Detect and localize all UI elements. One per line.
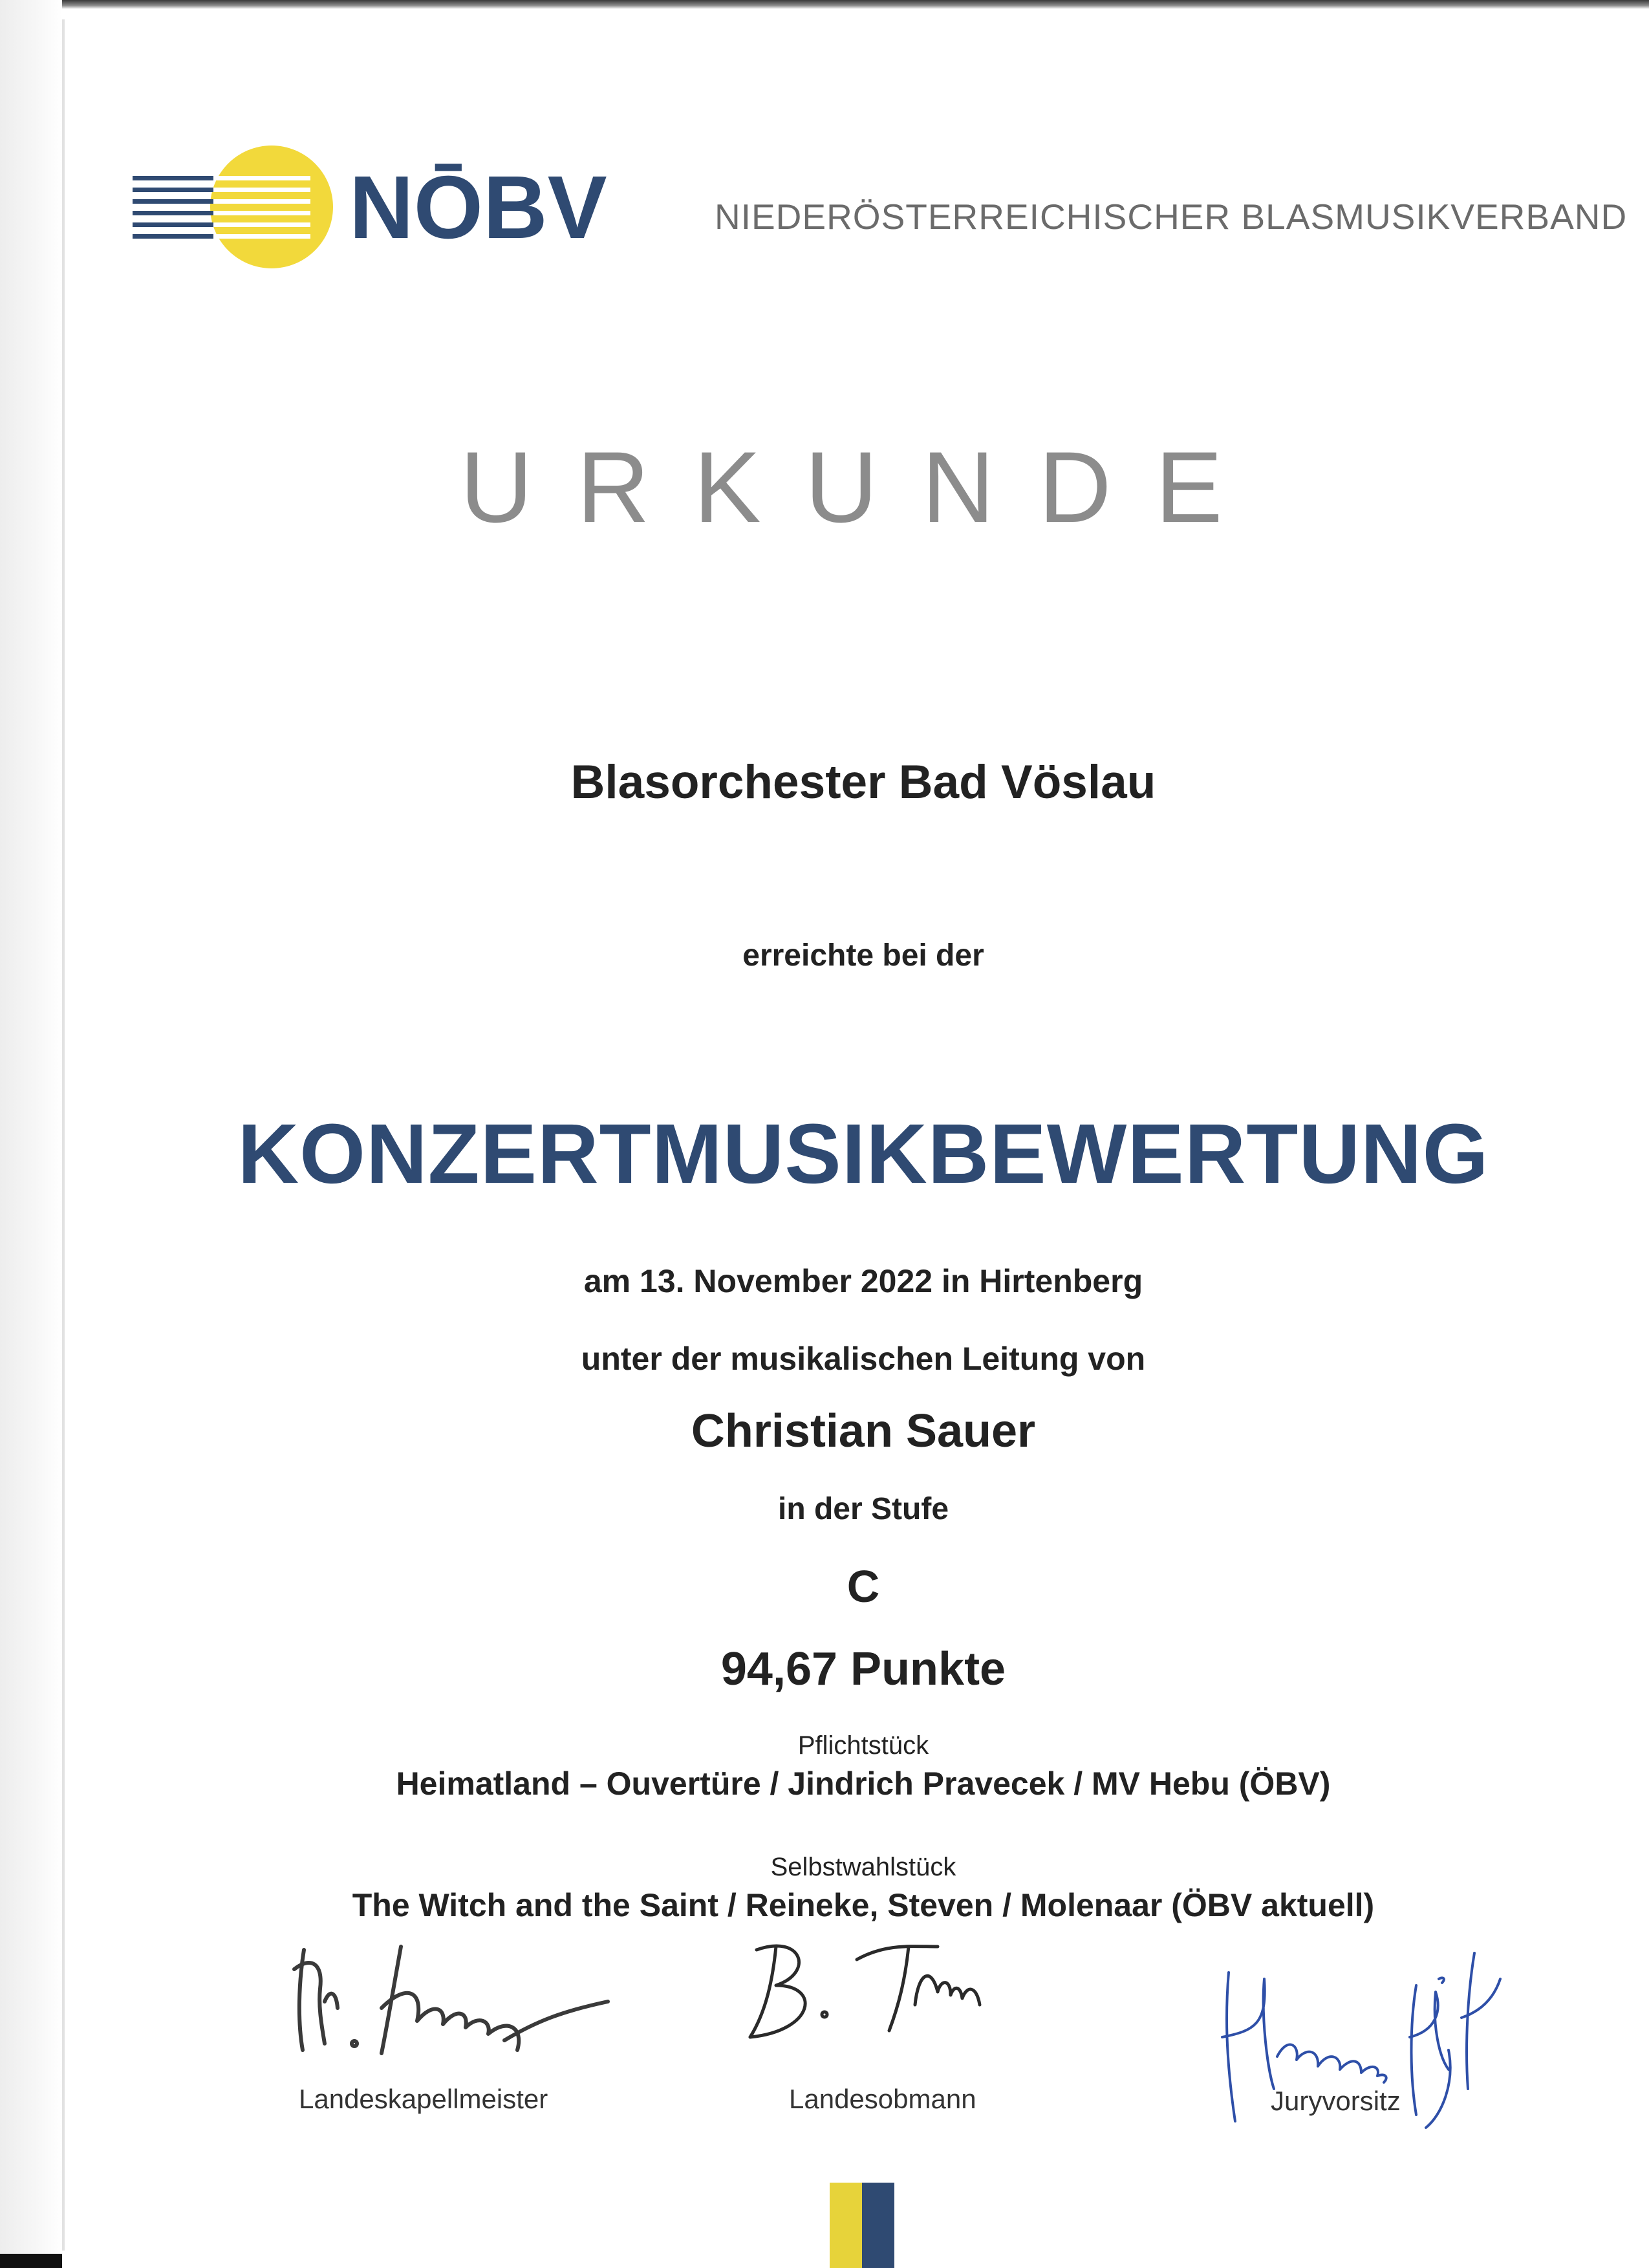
organization-name: NIEDERÖSTERREICHISCHER BLASMUSIKVERBAND <box>715 197 1628 237</box>
flag-yellow-stripe <box>830 2183 862 2268</box>
signature-landesobmann <box>744 1934 1015 2044</box>
event-name: KONZERTMUSIKBEWERTUNG <box>237 1106 1489 1201</box>
free-choice-piece: The Witch and the Saint / Reineke, Steven / Molenaar (ÖBV aktuell) <box>352 1887 1375 1923</box>
noebv-logo <box>133 142 637 272</box>
reached-text: erreichte bei der <box>742 938 984 973</box>
points-value: 94,67 Punkte <box>720 1643 1006 1695</box>
orchestra-name: Blasorchester Bad Vöslau <box>570 756 1156 808</box>
free-choice-label: Selbstwahlstück <box>770 1853 956 1881</box>
certificate-title: URKUNDE <box>460 431 1267 544</box>
footer-flag-mark <box>830 2183 894 2268</box>
flag-blue-stripe <box>862 2183 894 2268</box>
scan-edge-top <box>0 0 1649 9</box>
level-value: C <box>846 1561 880 1612</box>
signature-label-landeskapellmeister: Landeskapellmeister <box>299 2084 548 2114</box>
mandatory-piece-label: Pflichtstück <box>797 1731 929 1760</box>
conductor-name: Christian Sauer <box>691 1405 1036 1457</box>
logo-wordmark: NŌBV <box>349 158 607 257</box>
leadership-text: unter der musikalischen Leitung von <box>581 1341 1146 1377</box>
signature-landeskapellmeister <box>285 1930 634 2066</box>
mandatory-piece: Heimatland – Ouvertüre / Jindrich Pravecek / MV Hebu (ÖBV) <box>396 1766 1331 1802</box>
event-date-place: am 13. November 2022 in Hirtenberg <box>583 1263 1143 1299</box>
level-label: in der Stufe <box>777 1492 949 1526</box>
scan-corner <box>0 2254 62 2268</box>
signature-label-landesobmann: Landesobmann <box>789 2084 976 2114</box>
signature-label-juryvorsitz: Juryvorsitz <box>1271 2086 1401 2116</box>
